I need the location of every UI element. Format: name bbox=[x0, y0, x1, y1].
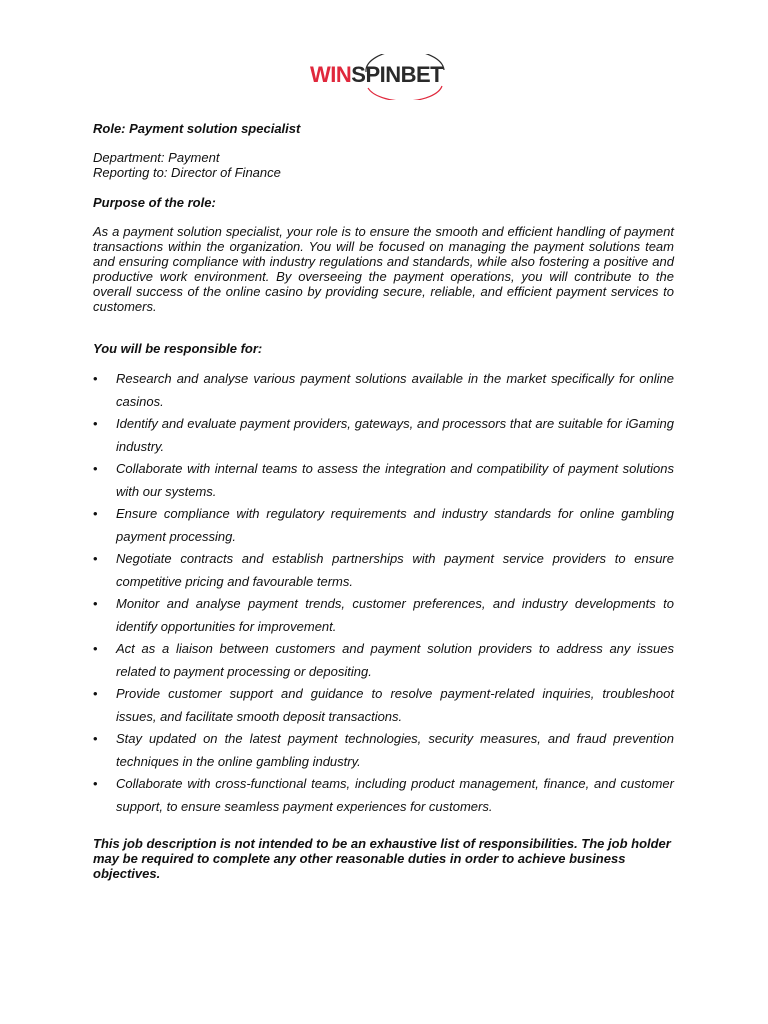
bullet-icon: • bbox=[93, 551, 98, 566]
list-item bbox=[93, 638, 674, 683]
list-item bbox=[93, 773, 674, 818]
responsibility-text: Identify and evaluate payment providers, gateways, and processors that are suitable for iGaming industry. bbox=[116, 416, 674, 454]
list-item bbox=[93, 458, 674, 503]
responsibilities-list bbox=[93, 368, 674, 818]
responsibility-text: Act as a liaison between customers and payment solution providers to address any issues related to payment processing or depositing. bbox=[116, 641, 674, 679]
responsibility-text: Stay updated on the latest payment technologies, security measures, and fraud prevention techniques in the online gambling industry. bbox=[116, 731, 674, 769]
bullet-icon: • bbox=[93, 371, 98, 386]
list-item bbox=[93, 728, 674, 773]
bullet-icon: • bbox=[93, 506, 98, 521]
list-item bbox=[93, 593, 674, 638]
logo-win-text: WIN bbox=[310, 62, 352, 87]
purpose-heading: Purpose of the role: bbox=[93, 195, 216, 210]
responsibility-text: Collaborate with cross-functional teams, including product management, finance, and customer support, to ensure seamless payment experiences for customers. bbox=[116, 776, 674, 814]
company-logo bbox=[310, 54, 460, 100]
bullet-icon: • bbox=[93, 776, 98, 791]
responsibility-text: Negotiate contracts and establish partnerships with payment service providers to ensure competitive pricing and favourable terms. bbox=[116, 551, 674, 589]
list-item bbox=[93, 683, 674, 728]
role-title: Role: Payment solution specialist bbox=[93, 121, 301, 136]
logo-bet-text: BET bbox=[400, 62, 444, 87]
bullet-icon: • bbox=[93, 461, 98, 476]
department-line: Department: Payment bbox=[93, 150, 220, 165]
bullet-icon: • bbox=[93, 731, 98, 746]
bullet-icon: • bbox=[93, 686, 98, 701]
logo-wordmark bbox=[310, 62, 443, 88]
bullet-icon: • bbox=[93, 596, 98, 611]
disclaimer-paragraph: This job description is not intended to be an exhaustive list of responsibilities. The job holder may be required to complete any other reasonable duties in order to achieve business objectives. bbox=[93, 836, 671, 881]
logo-spin-text: SPIN bbox=[351, 62, 401, 87]
purpose-paragraph: As a payment solution specialist, your role is to ensure the smooth and efficient handling of payment transactions within the organization. You will be focused on managing the payment solutions team and ensuring compliance with industry regulations and standards, while also fostering a positive and productive work environment. By overseeing the payment operations, you will contribute to the overall success of the online casino by providing secure, reliable, and efficient payment services to customers. bbox=[93, 224, 674, 314]
reporting-to-line: Reporting to: Director of Finance bbox=[93, 165, 281, 180]
responsibility-text: Research and analyse various payment solutions available in the market specifically for online casinos. bbox=[116, 371, 674, 409]
list-item bbox=[93, 548, 674, 593]
responsibilities-heading: You will be responsible for: bbox=[93, 341, 263, 356]
role-meta bbox=[93, 150, 674, 180]
list-item bbox=[93, 413, 674, 458]
bullet-icon: • bbox=[93, 416, 98, 431]
responsibility-text: Ensure compliance with regulatory requirements and industry standards for online gambling payment processing. bbox=[116, 506, 674, 544]
responsibility-text: Collaborate with internal teams to assess the integration and compatibility of payment solutions with our systems. bbox=[116, 461, 674, 499]
list-item bbox=[93, 503, 674, 548]
list-item bbox=[93, 368, 674, 413]
responsibility-text: Monitor and analyse payment trends, customer preferences, and industry developments to identify opportunities for improvement. bbox=[116, 596, 674, 634]
bullet-icon: • bbox=[93, 641, 98, 656]
responsibility-text: Provide customer support and guidance to resolve payment-related inquiries, troubleshoot issues, and facilitate smooth deposit transactions. bbox=[116, 686, 674, 724]
